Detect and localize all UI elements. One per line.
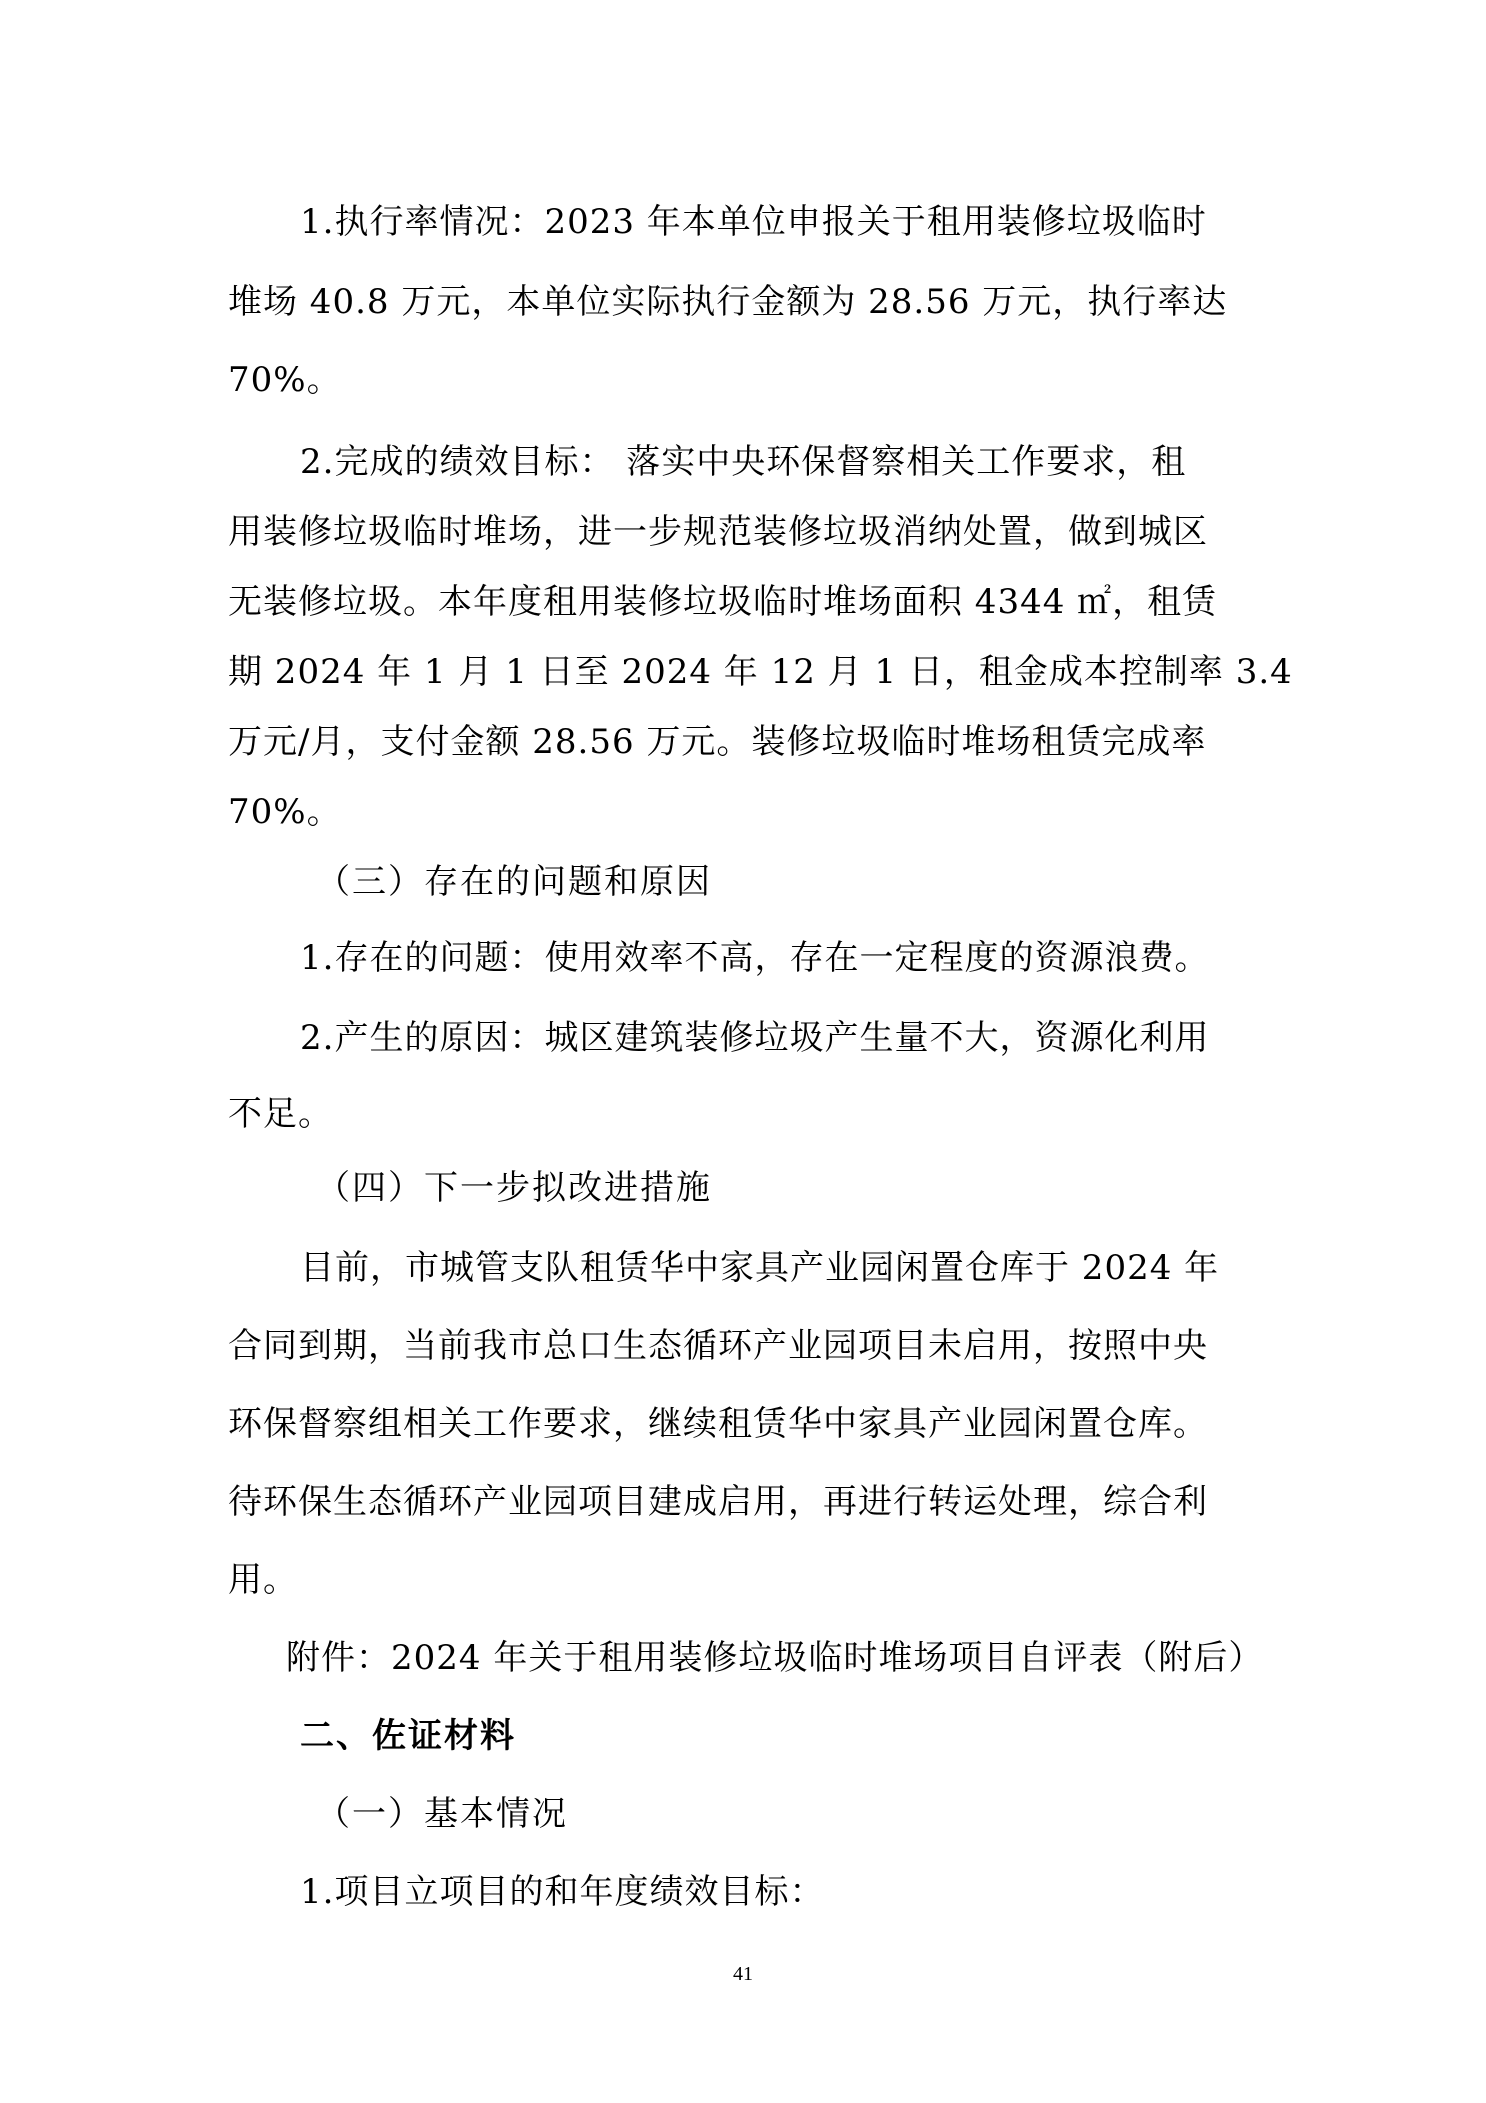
body-text-line: 期 2024 年 1 月 1 日至 2024 年 12 月 1 日，租金成本控制率 3.4 — [228, 652, 1293, 692]
section-heading-improvements: （四）下一步拟改进措施 — [316, 1168, 712, 1208]
body-text-line: 待环保生态循环产业园项目建成启用，再进行转运处理，综合利 — [228, 1482, 1208, 1522]
attachment-line: 附件：2024 年关于租用装修垃圾临时堆场项目自评表（附后） — [286, 1638, 1264, 1678]
body-text-line: 目前，市城管支队租赁华中家具产业园闲置仓库于 2024 年 — [300, 1248, 1220, 1288]
body-text-line: 70%。 — [228, 360, 342, 400]
body-text-line: 无装修垃圾。本年度租用装修垃圾临时堆场面积 4344 ㎡，租赁 — [228, 582, 1218, 622]
body-text-line: 不足。 — [228, 1094, 333, 1134]
section-heading-problems: （三）存在的问题和原因 — [316, 862, 712, 902]
body-text-line: 用。 — [228, 1560, 298, 1600]
body-text-line: 用装修垃圾临时堆场，进一步规范装修垃圾消纳处置，做到城区 — [228, 512, 1208, 552]
execution-rate-heading-line: 1.执行率情况：2023 年本单位申报关于租用装修垃圾临时 — [300, 202, 1207, 242]
page-number: 41 — [733, 1963, 753, 1985]
section-heading-basic-info: （一）基本情况 — [316, 1794, 568, 1834]
body-text-line: 万元/月，支付金额 28.56 万元。装修垃圾临时堆场租赁完成率 — [228, 722, 1207, 762]
body-text-line: 合同到期，当前我市总口生态循环产业园项目未启用，按照中央 — [228, 1326, 1208, 1366]
body-text-line: 环保督察组相关工作要求，继续租赁华中家具产业园闲置仓库。 — [228, 1404, 1208, 1444]
body-text-line: 堆场 40.8 万元，本单位实际执行金额为 28.56 万元，执行率达 — [228, 282, 1228, 322]
section-heading-evidence: 二、佐证材料 — [300, 1716, 516, 1756]
body-text-line: 1.项目立项目的和年度绩效目标： — [300, 1872, 825, 1912]
body-text-line: 1.存在的问题：使用效率不高，存在一定程度的资源浪费。 — [300, 938, 1210, 978]
body-text-line: 2.产生的原因：城区建筑装修垃圾产生量不大，资源化利用 — [300, 1018, 1210, 1058]
performance-goal-heading-line: 2.完成的绩效目标： 落实中央环保督察相关工作要求，租 — [300, 442, 1187, 482]
body-text-line: 70%。 — [228, 792, 342, 832]
